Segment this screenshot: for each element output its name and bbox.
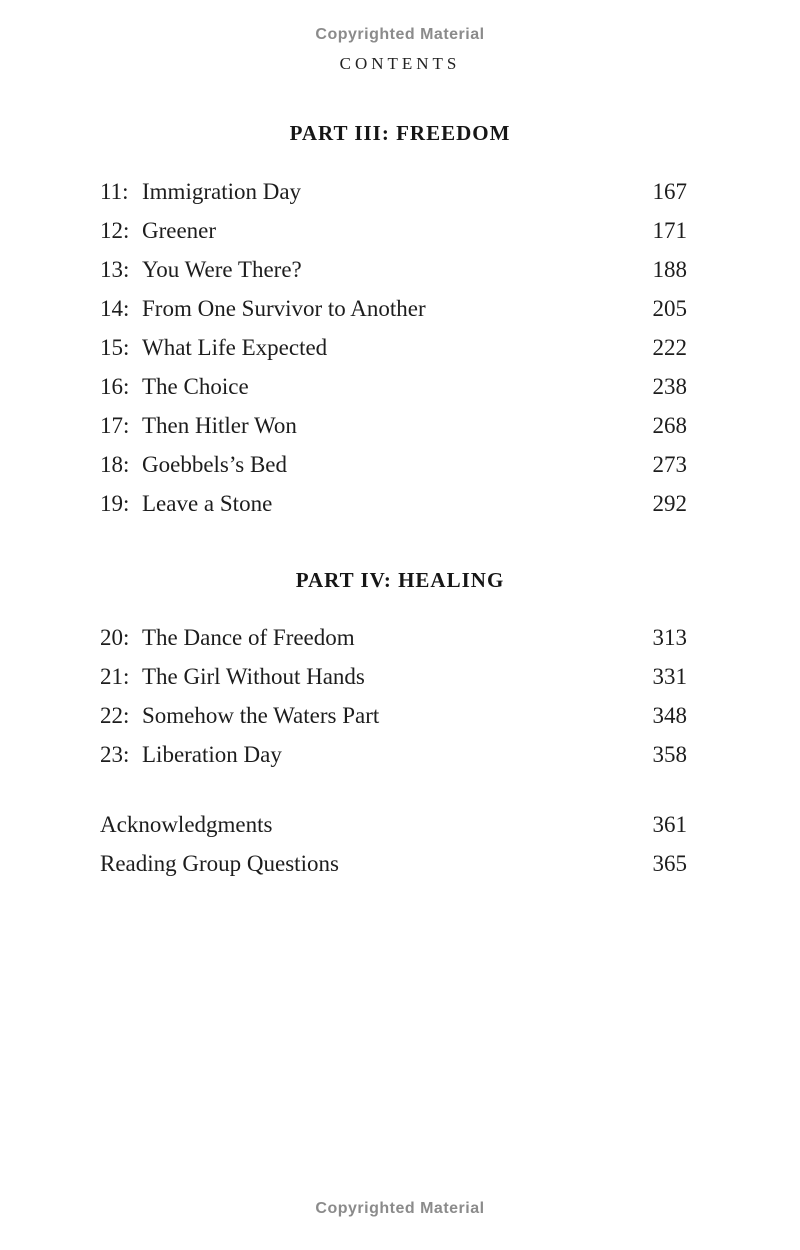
chapter-page-number: 238 xyxy=(652,374,687,399)
chapter-page-number: 331 xyxy=(652,664,687,689)
copyright-notice-bottom: Copyrighted Material xyxy=(315,1200,485,1217)
section-heading-part-4: PART IV: HEALING xyxy=(295,568,505,592)
chapter-number: 15: xyxy=(100,335,130,360)
toc-entry xyxy=(100,618,687,657)
toc-entry xyxy=(100,696,687,735)
chapter-title: Liberation Day xyxy=(142,742,282,767)
chapter-number: 11: xyxy=(100,179,129,204)
toc-entry xyxy=(100,250,687,289)
copyright-notice-top: Copyrighted Material xyxy=(315,26,485,43)
chapter-page-number: 348 xyxy=(652,703,687,728)
chapter-number: 17: xyxy=(100,413,130,438)
page-title: CONTENTS xyxy=(339,54,461,73)
chapter-page-number: 205 xyxy=(652,296,687,321)
chapter-title: Immigration Day xyxy=(142,179,302,204)
chapter-number: 14: xyxy=(100,296,130,321)
chapter-number: 13: xyxy=(100,257,130,282)
chapter-title: Goebbels’s Bed xyxy=(142,452,288,477)
toc-list-back-matter xyxy=(100,805,687,883)
chapter-number: 21: xyxy=(100,664,130,689)
chapter-number: 12: xyxy=(100,218,130,243)
back-matter-title: Reading Group Questions xyxy=(100,851,339,876)
chapter-title: Greener xyxy=(142,218,217,243)
toc-entry xyxy=(100,367,687,406)
chapter-title: The Choice xyxy=(142,374,249,399)
chapter-number: 23: xyxy=(100,742,130,767)
toc-entry xyxy=(100,657,687,696)
chapter-title: Leave a Stone xyxy=(142,491,273,516)
toc-entry xyxy=(100,805,687,844)
chapter-title: You Were There? xyxy=(142,257,302,282)
toc-list-part-4 xyxy=(100,618,687,774)
toc-entry xyxy=(100,172,687,211)
toc-entry xyxy=(100,735,687,774)
toc-entry xyxy=(100,844,687,883)
chapter-page-number: 273 xyxy=(652,452,687,477)
section-heading-part-3: PART III: FREEDOM xyxy=(289,121,511,145)
chapter-title: Somehow the Waters Part xyxy=(142,703,380,728)
chapter-page-number: 268 xyxy=(652,413,687,438)
chapter-number: 19: xyxy=(100,491,130,516)
chapter-title: From One Survivor to Another xyxy=(142,296,426,321)
chapter-title: The Girl Without Hands xyxy=(142,664,365,689)
toc-list-part-3 xyxy=(100,172,687,523)
chapter-page-number: 358 xyxy=(652,742,687,767)
chapter-page-number: 222 xyxy=(652,335,687,360)
chapter-number: 18: xyxy=(100,452,130,477)
toc-entry xyxy=(100,406,687,445)
chapter-title: Then Hitler Won xyxy=(142,413,297,438)
chapter-page-number: 292 xyxy=(652,491,687,516)
toc-entry xyxy=(100,211,687,250)
chapter-number: 16: xyxy=(100,374,130,399)
chapter-page-number: 171 xyxy=(652,218,687,243)
toc-entry xyxy=(100,289,687,328)
chapter-title: What Life Expected xyxy=(142,335,328,360)
back-matter-page-number: 361 xyxy=(652,812,687,837)
chapter-page-number: 167 xyxy=(652,179,687,204)
toc-entry xyxy=(100,328,687,367)
toc-entry xyxy=(100,484,687,523)
back-matter-title: Acknowledgments xyxy=(100,812,273,837)
chapter-number: 20: xyxy=(100,625,130,650)
toc-entry xyxy=(100,445,687,484)
chapter-title: The Dance of Freedom xyxy=(142,625,355,650)
chapter-page-number: 313 xyxy=(652,625,687,650)
chapter-number: 22: xyxy=(100,703,130,728)
back-matter-page-number: 365 xyxy=(652,851,687,876)
chapter-page-number: 188 xyxy=(652,257,687,282)
